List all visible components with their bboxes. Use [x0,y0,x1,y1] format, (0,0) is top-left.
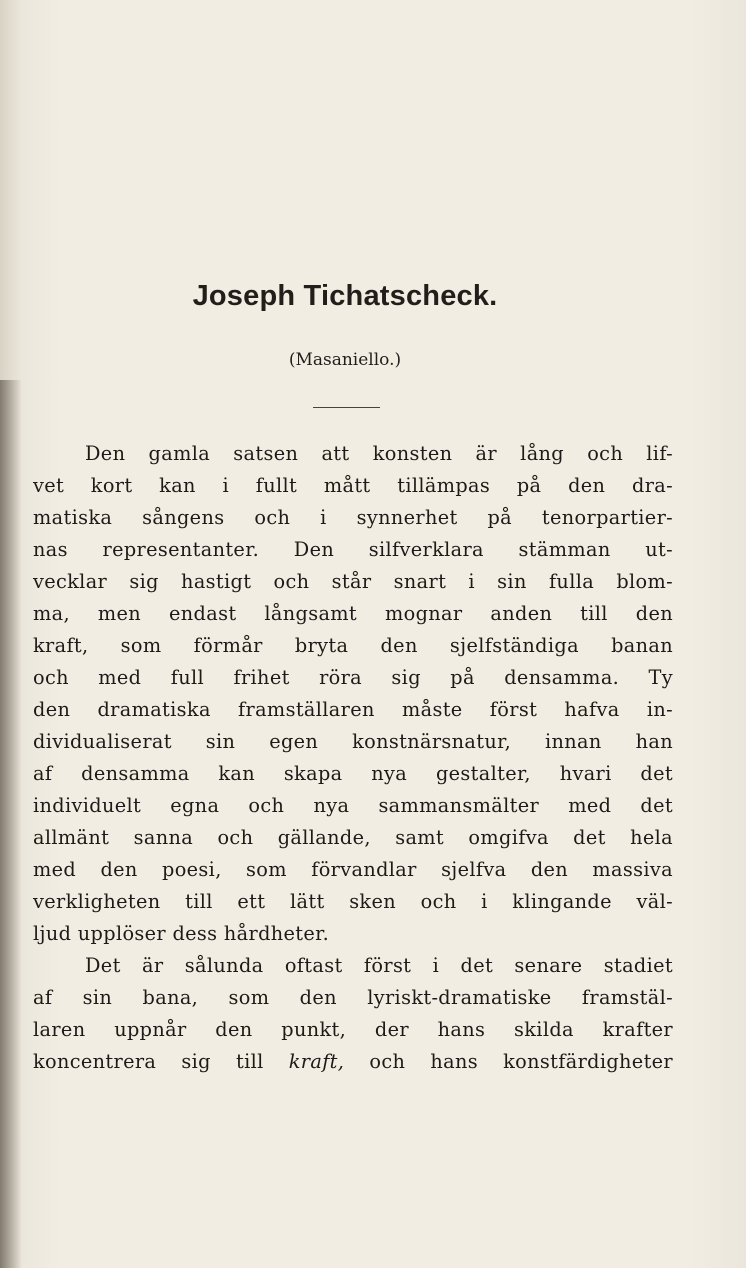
text-line: Den gamla satsen att konsten är lång och lif- [85,442,673,465]
text-line: laren uppnår den punkt, der hans skilda krafter [33,1018,673,1041]
text-line: verkligheten till ett lätt sken och i klingande väl- [33,890,673,913]
text-fragment: och hans konstfärdigheter [344,1050,673,1073]
text-line: och med full frihet röra sig på densamma. Ty [33,666,673,689]
text-line: af sin bana, som den lyriskt-dramatiske framstäl- [33,986,673,1009]
text-line: den dramatiska framställaren måste först hafva in- [33,698,673,721]
body-paragraphs [33,438,673,1078]
chapter-title: Joseph Tichatscheck. [192,280,498,312]
text-line: Det är sålunda oftast först i det senare stadiet [85,954,673,977]
text-line: allmänt sanna och gällande, samt omgifva det hela [33,826,673,849]
text-line: nas representanter. Den silfverklara stämman ut- [33,538,673,561]
text-line: vecklar sig hastigt och står snart i sin fulla blom- [33,570,673,593]
text-line-with-emphasis [33,1046,673,1078]
emphasized-word: kraft, [288,1050,345,1073]
page-gutter-shadow [0,380,22,1268]
text-line: kraft, som förmår bryta den sjelfständiga banan [33,634,673,657]
text-line: af densamma kan skapa nya gestalter, hvari det [33,762,673,785]
text-line: ma, men endast långsamt mognar anden till den [33,602,673,625]
text-line: matiska sångens och i synnerhet på tenorpartier- [33,506,673,529]
text-line: dividualiserat sin egen konstnärsnatur, innan han [33,730,673,753]
chapter-subtitle: (Masaniello.) [288,350,402,370]
text-line: med den poesi, som förvandlar sjelfva den massiva [33,858,673,881]
text-line: individuelt egna och nya sammansmälter med det [33,794,673,817]
text-fragment: koncentrera sig till [33,1050,289,1073]
section-divider [313,407,380,408]
text-line: vet kort kan i fullt mått tillämpas på den dra- [33,474,673,497]
text-line: ljud upplöser dess hårdheter. [33,922,330,945]
